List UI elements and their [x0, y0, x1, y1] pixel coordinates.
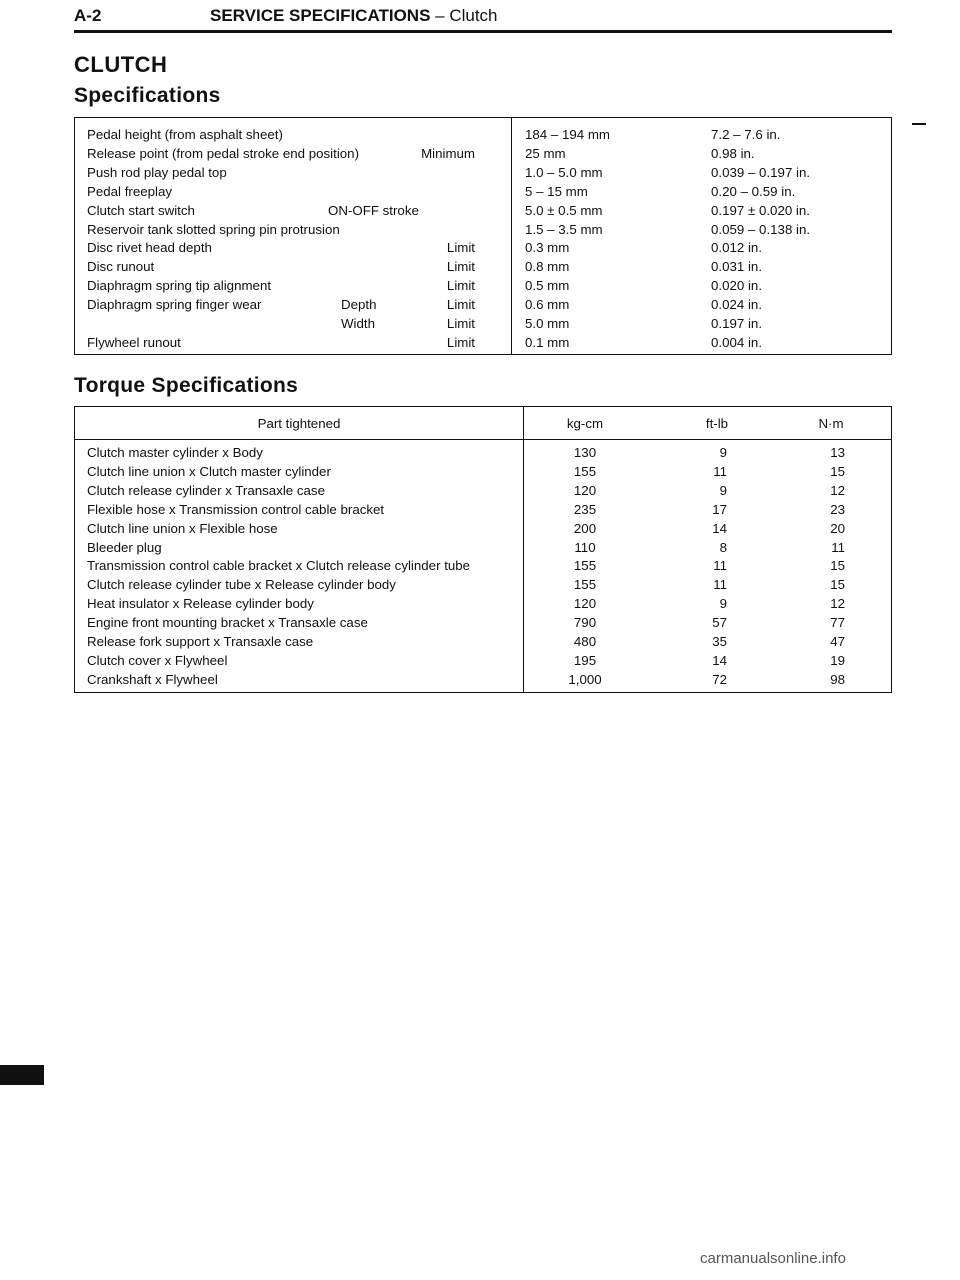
- spec-imperial-value: 0.197 in.: [711, 316, 763, 331]
- torque-nm: 19: [830, 652, 845, 668]
- spec-metric-value: 0.8 mm: [525, 259, 570, 275]
- spec-item: Disc rivet head depth: [87, 240, 212, 256]
- watermark: carmanualsonline.info: [700, 1250, 846, 1267]
- torque-nm: 47: [830, 634, 845, 649]
- torque-kgcm: 195: [573, 652, 597, 668]
- torque-nm: 13: [830, 445, 845, 460]
- spec-imperial-value: 0.012 in.: [711, 240, 763, 256]
- torque-part: Engine front mounting bracket x Transaxle case: [87, 615, 368, 631]
- torque-kgcm: 110: [574, 539, 596, 555]
- spec-imperial-value: 0.004 in.: [711, 334, 763, 350]
- torque-part: Clutch release cylinder tube x Release cylinder body: [87, 577, 396, 593]
- spec-metric-value: 1.5 – 3.5 mm: [525, 221, 603, 237]
- torque-ftlb: 14: [712, 652, 727, 668]
- spec-qualifier: Limit: [446, 278, 475, 294]
- spec-condition: ON-OFF stroke: [328, 202, 419, 218]
- header-rule: [74, 30, 892, 33]
- spec-qualifier: Limit: [446, 316, 475, 331]
- spec-qualifier: Limit: [446, 259, 475, 275]
- torque-kgcm: 235: [573, 501, 597, 517]
- torque-nm: 15: [830, 558, 845, 574]
- torque-part: Flexible hose x Transmission control cable bracket: [87, 501, 385, 517]
- col-part-header: Part tightened: [257, 416, 341, 431]
- spec-dimension: Width: [341, 316, 375, 331]
- spec-imperial-value: 0.024 in.: [711, 297, 763, 313]
- torque-ftlb: 11: [713, 463, 727, 479]
- torque-kgcm: 130: [573, 445, 597, 460]
- torque-header-row: [75, 414, 891, 433]
- torque-ftlb: 8: [719, 539, 727, 555]
- torque-kgcm: 120: [573, 482, 597, 498]
- torque-nm: 23: [830, 501, 845, 517]
- torque-part: Clutch master cylinder x Body: [87, 445, 263, 460]
- torque-row: [75, 462, 891, 481]
- spec-imperial-value: 0.20 – 0.59 in.: [711, 183, 796, 199]
- spec-item: Clutch start switch: [87, 202, 195, 218]
- spec-imperial-value: 0.98 in.: [711, 145, 755, 161]
- torque-nm: 12: [830, 482, 845, 498]
- spec-metric-value: 25 mm: [525, 145, 566, 161]
- section-tab: [0, 1065, 44, 1085]
- spec-item: Pedal height (from asphalt sheet): [87, 127, 283, 142]
- spec-row: [75, 295, 891, 314]
- torque-part: Clutch line union x Flexible hose: [87, 520, 278, 536]
- spec-item: Diaphragm spring tip alignment: [87, 278, 272, 294]
- spec-metric-value: 5 – 15 mm: [525, 183, 588, 199]
- spec-row: [75, 238, 891, 257]
- torque-ftlb: 72: [712, 671, 727, 687]
- spec-imperial-value: 0.031 in.: [711, 259, 763, 275]
- torque-kgcm: 155: [573, 558, 597, 574]
- col-kgcm-header: kg-cm: [566, 416, 604, 431]
- torque-row: [75, 500, 891, 519]
- torque-kgcm: 1,000: [568, 671, 602, 687]
- torque-ftlb: 17: [712, 501, 727, 517]
- torque-row: [75, 538, 891, 557]
- torque-nm: 11: [831, 539, 845, 555]
- spec-imperial-value: 7.2 – 7.6 in.: [711, 127, 781, 142]
- torque-kgcm: 155: [573, 577, 597, 593]
- spec-qualifier: Limit: [446, 334, 475, 350]
- spec-item: Reservoir tank slotted spring pin protrusion: [87, 221, 340, 237]
- torque-kgcm: 790: [573, 615, 597, 631]
- torque-ftlb: 57: [712, 615, 727, 631]
- torque-row: [75, 481, 891, 500]
- specifications-table: [74, 117, 892, 355]
- spec-item: Disc runout: [87, 259, 155, 275]
- specs-heading: Specifications: [74, 84, 221, 107]
- torque-row: [75, 443, 891, 462]
- col-ftlb-header: ft-lb: [705, 416, 729, 431]
- running-title-subsection: – Clutch: [430, 6, 498, 25]
- torque-ftlb: 9: [719, 596, 727, 612]
- torque-part: Clutch cover x Flywheel: [87, 652, 228, 668]
- spec-imperial-value: 0.197 ± 0.020 in.: [711, 202, 810, 218]
- header-divider: [75, 439, 891, 440]
- torque-nm: 98: [830, 671, 845, 687]
- torque-ftlb: 14: [712, 520, 727, 536]
- torque-kgcm: 480: [573, 634, 597, 649]
- page-title: CLUTCH: [74, 52, 168, 77]
- spec-metric-value: 5.0 ± 0.5 mm: [525, 202, 603, 218]
- spec-row: [75, 144, 891, 163]
- spec-metric-value: 0.3 mm: [525, 240, 570, 256]
- torque-row: [75, 670, 891, 689]
- spec-imperial-value: 0.039 – 0.197 in.: [711, 164, 811, 180]
- spec-imperial-value: 0.059 – 0.138 in.: [711, 221, 811, 237]
- torque-heading: Torque Specifications: [74, 374, 299, 397]
- torque-part: Bleeder plug: [87, 539, 162, 555]
- torque-ftlb: 9: [719, 445, 727, 460]
- spec-row: [75, 314, 891, 333]
- spec-qualifier: Minimum: [421, 145, 475, 161]
- spec-row: [75, 182, 891, 201]
- torque-row: [75, 519, 891, 538]
- spec-item: Flywheel runout: [87, 334, 181, 350]
- page-header: [74, 4, 890, 28]
- spec-metric-value: 0.5 mm: [525, 278, 570, 294]
- torque-kgcm: 200: [573, 520, 597, 536]
- torque-part: Heat insulator x Release cylinder body: [87, 596, 314, 612]
- torque-row: [75, 651, 891, 670]
- torque-nm: 12: [830, 596, 845, 612]
- spec-row: [75, 220, 891, 239]
- spec-item: Release point (from pedal stroke end position): [87, 145, 359, 161]
- page-number: A-2: [74, 6, 102, 25]
- torque-ftlb: 11: [713, 558, 727, 574]
- torque-ftlb: 35: [712, 634, 727, 649]
- torque-nm: 20: [830, 520, 845, 536]
- running-title: [210, 6, 498, 26]
- spec-metric-value: 1.0 – 5.0 mm: [525, 164, 603, 180]
- spec-row: [75, 125, 891, 144]
- torque-ftlb: 9: [719, 482, 727, 498]
- torque-nm: 77: [830, 615, 845, 631]
- margin-mark: [912, 123, 926, 125]
- torque-nm: 15: [830, 577, 845, 593]
- spec-metric-value: 0.1 mm: [525, 334, 570, 350]
- torque-part: Crankshaft x Flywheel: [87, 671, 218, 687]
- torque-part: Transmission control cable bracket x Clutch release cylinder tube: [87, 558, 471, 574]
- spec-item: Push rod play pedal top: [87, 164, 227, 180]
- spec-metric-value: 5.0 mm: [525, 316, 570, 331]
- torque-row: [75, 556, 891, 575]
- torque-part: Release fork support x Transaxle case: [87, 634, 314, 649]
- spec-qualifier: Limit: [446, 297, 475, 313]
- torque-kgcm: 155: [573, 463, 597, 479]
- spec-item: Diaphragm spring finger wear: [87, 297, 262, 313]
- spec-qualifier: Limit: [446, 240, 475, 256]
- torque-ftlb: 11: [713, 577, 727, 593]
- torque-row: [75, 632, 891, 651]
- torque-row: [75, 613, 891, 632]
- spec-row: [75, 333, 891, 352]
- spec-row: [75, 163, 891, 182]
- torque-nm: 15: [830, 463, 845, 479]
- torque-part: Clutch release cylinder x Transaxle case: [87, 482, 325, 498]
- torque-row: [75, 575, 891, 594]
- spec-row: [75, 276, 891, 295]
- spec-row: [75, 201, 891, 220]
- spec-metric-value: 0.6 mm: [525, 297, 570, 313]
- torque-kgcm: 120: [573, 596, 597, 612]
- spec-row: [75, 257, 891, 276]
- torque-row: [75, 594, 891, 613]
- torque-part: Clutch line union x Clutch master cylinder: [87, 463, 331, 479]
- spec-dimension: Depth: [341, 297, 377, 313]
- spec-metric-value: 184 – 194 mm: [525, 127, 611, 142]
- spec-imperial-value: 0.020 in.: [711, 278, 763, 294]
- col-nm-header: N·m: [818, 416, 844, 431]
- running-title-section: SERVICE SPECIFICATIONS: [210, 6, 431, 25]
- spec-item: Pedal freeplay: [87, 183, 173, 199]
- torque-table: [74, 406, 892, 693]
